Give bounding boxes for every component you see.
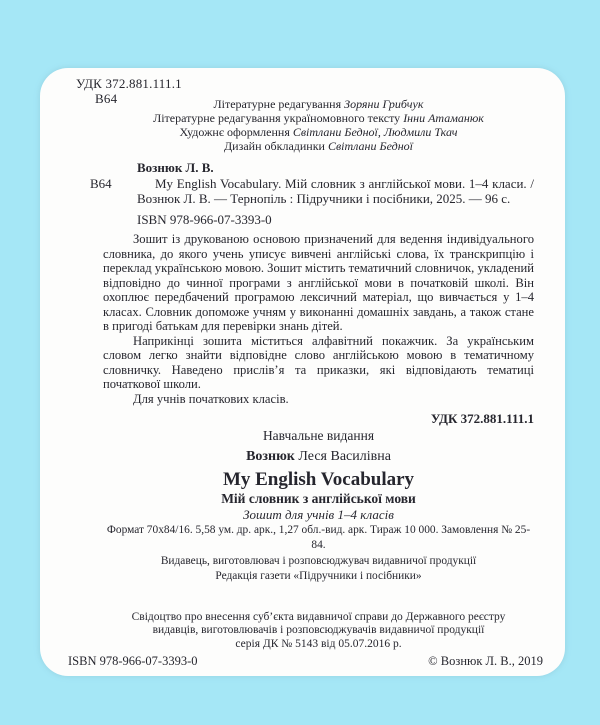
book-title-english: My English Vocabulary: [222, 468, 415, 490]
credit-role: Літературне редагування: [213, 97, 342, 111]
imprint-publisher-line: Видавець, виготовлювач і розповсюджувач видавничої продукції: [160, 554, 477, 567]
udc-classification-block: [76, 77, 182, 106]
credit-role: Дизайн обкладинки: [224, 139, 325, 153]
credit-line-ukrainian-text-editing: [103, 111, 534, 125]
catalog-isbn: ISBN 978-966-07-3393-0: [137, 212, 272, 227]
citation-author-code: В64: [90, 176, 112, 191]
footer-copyright: © Вознюк Л. В., 2019: [428, 654, 543, 668]
imprint-block: [103, 523, 534, 585]
credit-name: Світлани Бедної: [327, 139, 413, 153]
certificate-line-2: видавців, виготовлювачів і розповсюджувачів видавничої продукції: [152, 624, 485, 637]
edition-author-full-name: [103, 448, 534, 466]
bibliographic-citation: [90, 176, 534, 206]
book-title-ukrainian: Мій словник з англійської мови: [221, 490, 416, 506]
text-column: [90, 68, 534, 652]
page-footer: [68, 654, 543, 669]
certificate-line-1: Свідоцтво про внесення суб’єкта видавничої справи до Державного реєстру: [131, 610, 506, 623]
annotation-audience-line: Для учнів початкових класів.: [133, 391, 289, 406]
author-given-names: Леся Василівна: [298, 449, 391, 464]
credit-name: Зоряни Грибчук: [344, 97, 424, 111]
credit-name: Світлани Бедної, Людмили Ткач: [292, 125, 458, 139]
author-surname: Вознюк: [246, 449, 295, 464]
imprint-editorial-line: Редакція газети «Підручники і посібники»: [215, 570, 422, 582]
credit-role: Художнє оформлення: [179, 125, 290, 139]
footer-isbn: ISBN 978-966-07-3393-0: [68, 654, 198, 668]
book-series-line: Зошит для учнів 1–4 класів: [243, 506, 394, 522]
credit-name: Інни Атаманюк: [403, 111, 484, 125]
catalog-author-heading: Вознюк Л. В.: [137, 160, 214, 175]
certificate-line-3: серія ДК № 5143 від 05.07.2016 р.: [235, 638, 402, 651]
annotation-paragraph-1: Зошит із друкованою основою призначений для ведення індивідуального словника, до якого учень уписує вивчені англійські слова, їх транскрипцію і переклад українською мовою. Зошит містить тематичний словничок, укладений відповідно до чинної програми з англійської мови в початковій школі. Він охоплює передбачений програмою лексичний матеріал, що вивчається у 1–4 класах. Словник допоможе учням у виконанні домашніх завдань, а також стане в пригоді батькам для перевірки знань дітей.: [103, 232, 534, 333]
credit-line-cover-design: [103, 139, 534, 153]
udc-number: УДК 372.881.111.1: [76, 76, 182, 91]
imprint-format-line: Формат 70х84/16. 5,58 ум. др. арк., 1,27 обл.-вид. арк. Тираж 10 000. Замовлення № 25-84.: [106, 523, 531, 551]
imprint-page: [40, 68, 565, 676]
credit-line-art-design: [103, 125, 534, 139]
udc-number-bottom: УДК 372.881.111.1: [430, 411, 534, 426]
credit-role: Літературне редагування україномовного тексту: [153, 111, 401, 125]
author-sign-code: В64: [95, 90, 118, 106]
publisher-certificate-block: [103, 611, 534, 652]
edition-block: [103, 427, 534, 523]
citation-text: My English Vocabulary. Мій словник з англійської мови. 1–4 класи. / Вознюк Л. В. — Тернопіль : Підручники і посібники, 2025. — 96 с.: [137, 176, 534, 206]
edition-kind-label: Навчальне видання: [262, 428, 375, 443]
annotation-paragraph-2: Наприкінці зошита міститься алфавітний покажчик. За українським словом легко знайти відповідне слово англійською мовою в тематичному словничку. Наведено прислів’я та приказки, які відповідають тематиці початкової школи.: [103, 333, 534, 391]
